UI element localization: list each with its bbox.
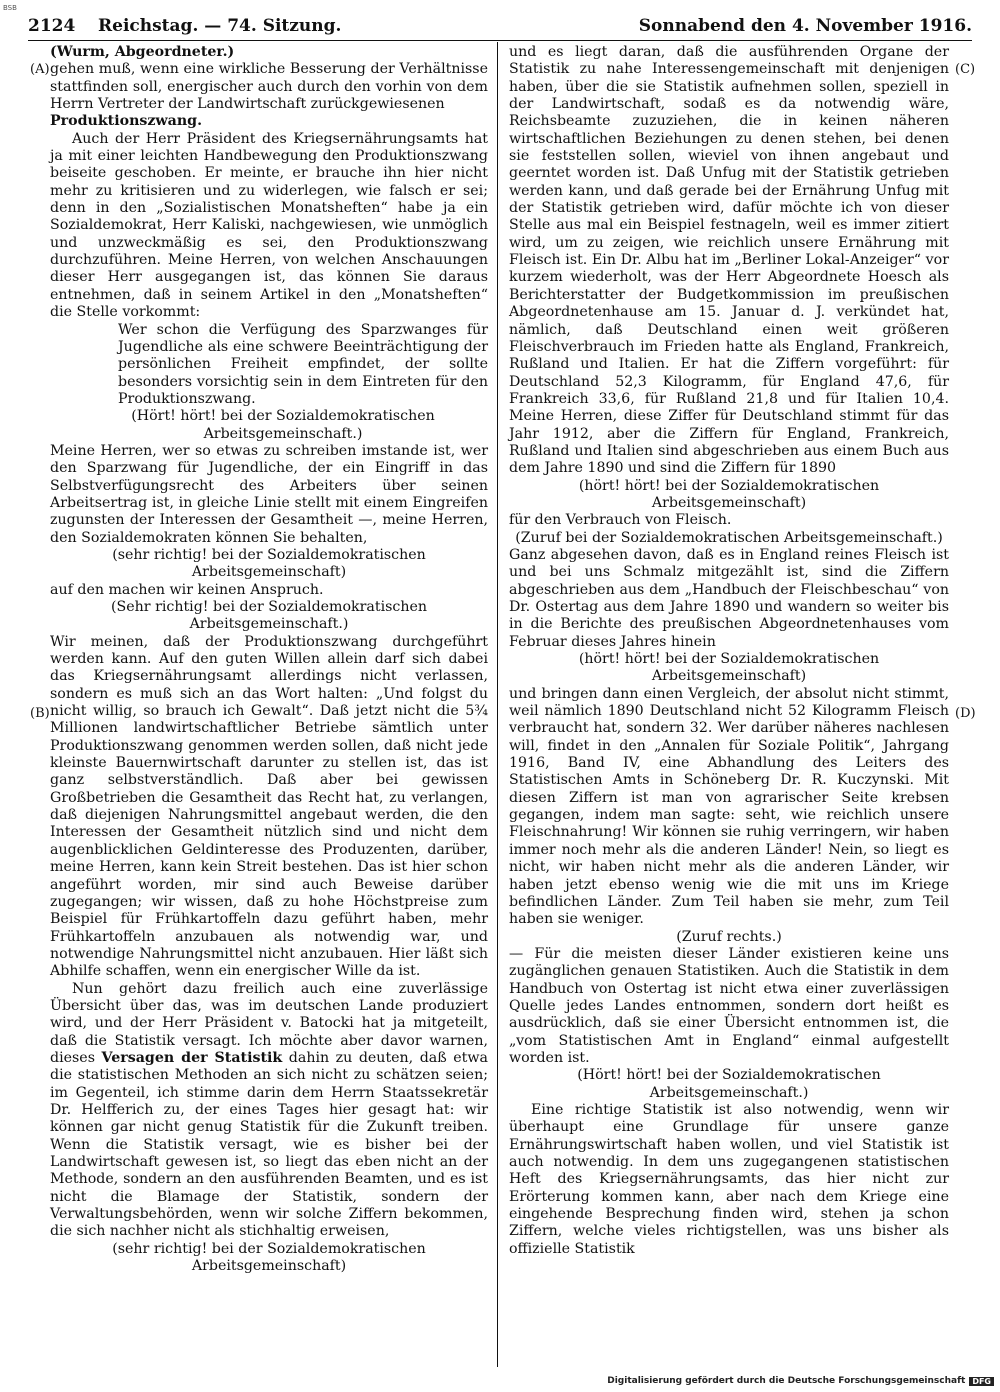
paragraph	[50, 981, 488, 1241]
paragraph: auf den machen wir keinen Anspruch.	[50, 581, 324, 598]
keyword-heading: Produktionszwang.	[50, 113, 203, 130]
interjection: (hört! hört! bei der Sozialdemokratischen Arbeitsgemeinschaft)	[578, 477, 880, 511]
header-rule	[28, 40, 972, 41]
interjection: (Zuruf rechts.)	[676, 928, 782, 945]
speaker-line: (Wurm, Abgeordneter.)	[50, 44, 235, 60]
column-divider	[497, 42, 498, 1367]
paragraph: Auch der Herr Präsident des Kriegsernährungsamts hat ja mit einer leichten Handbewegung den Produktionszwang beiseite geschoben. Er meinte, er brauche ihn hier nicht mehr zu kritisieren und zu widerlegen, wie falsch er sei; denn in den „Sozialistischen Monatsheften“ habe ja ein Sozialdemokrat, Herr Kaliski, nachgewiesen, wie unmöglich und unzweckmäßig es sei, den Produktionszwang durchzuführen. Meine Herren, von welchen Anschauungen dieser Herr ausgegangen ist, das können Sie daraus entnehmen, daß in seinem Artikel in den „Monatsheften“ die Stelle vorkommt:	[50, 130, 488, 321]
paragraph: Eine richtige Statistik ist also notwendig, wenn wir überhaupt eine Grundlage für unsere ganze Ernährungswirtschaft haben wollen, und viel Statistik ist auch notwendig. In dem uns zugegangenen statistischen Heft des Kriegsernährungsamts, das hier nicht zur Erörterung kommen kann, aber nach dem Kriege eine eingehende Besprechung finden wird, stehen ja schon Ziffern, welche vieles richtigstellen, was uns bisher als offizielle Statistik	[509, 1101, 949, 1257]
paragraph-text: dahin zu deuten, daß etwa die statistischen Methoden an sich nicht zu schätzen seien; im Gegenteil, ich stimme darin dem Herrn Staatssekretär Dr. Helfferich zu, der eines Tages hier gesagt hat: wir können gar nicht genug Statistik für die Zukunft treiben. Wenn die Statistik versagt, wie es bisher bei der Landwirtschaft gewesen ist, so liegt das eben nicht an der Methode, sondern an den ausführenden Beamten, und es ist nicht die Blamage der Statistik, sondern der Verwaltungsbehörden, wenn wir solche Ziffern bekommen, die sich nachher nicht als stichhaltig erweisen,	[50, 1049, 488, 1240]
interjection: (sehr richtig! bei der Sozialdemokratischen Arbeitsgemeinschaft)	[112, 1240, 426, 1275]
interjection: (Hört! hört! bei der Sozialdemokratischen Arbeitsgemeinschaft.)	[577, 1067, 881, 1101]
paragraph: für den Verbrauch von Fleisch.	[509, 512, 732, 529]
session-date: Sonnabend den 4. November 1916.	[638, 16, 972, 36]
margin-marker-a: (A)	[30, 62, 50, 77]
footer-text: Digitalisierung gefördert durch die Deutsche Forschungsgemeinschaft	[607, 1376, 966, 1386]
right-column	[509, 44, 949, 1258]
margin-marker-c: (C)	[955, 62, 976, 77]
library-stamp: BSB	[3, 4, 17, 12]
paragraph: Meine Herren, wer so etwas zu schreiben imstande ist, wer den Sparzwang für Jugendliche, der ein Eingriff in das Selbstverfügungsrecht des Arbeiters über seinen Arbeitsertrag ist, in gleiche Linie stellt mit einem Eingreifen zugunsten der Interessen der Gesamtheit —, meine Herren, den Sozialdemokraten können Sie behalten,	[50, 442, 488, 546]
interjection: (sehr richtig! bei der Sozialdemokratischen Arbeitsgemeinschaft)	[112, 546, 426, 581]
left-column	[50, 44, 488, 1275]
footer-credit	[607, 1376, 994, 1386]
margin-marker-b: (B)	[30, 706, 50, 721]
page-header	[28, 12, 972, 40]
keyword-inline: Versagen der Statistik	[101, 1049, 283, 1066]
interjection: (Zuruf bei der Sozialdemokratischen Arbeitsgemeinschaft.)	[515, 529, 943, 546]
interjection: (Hört! hört! bei der Sozialdemokratischen Arbeitsgemeinschaft.)	[131, 408, 435, 442]
paragraph: Ganz abgesehen davon, daß es in England reines Fleisch ist und bei uns Schmalz mitgezählt ist, sind die Ziffern abgeschrieben aus dem „Handbuch der Fleischbeschau“ von Dr. Ostertag aus dem Jahre 1890 und wandern so weiter bis in die Berichte des preußischen Abgeordnetenhauses vom Februar dieses Jahres hinein	[509, 546, 949, 650]
paragraph-text: Nun gehört dazu freilich auch eine zuverlässige Übersicht über das, was im deutschen Lande produziert wird, und der Herr Präsident v. Batocki hat ja mitgeteilt, daß die Statistik versagt. Ich möchte aber davor warnen, dieses	[50, 980, 488, 1066]
paragraph: — Für die meisten dieser Länder existieren keine uns zugänglichen genauen Statistiken. Auch die Statistik in dem Handbuch von Ostertag ist nicht etwa einer zuverlässigen Quelle jedes Landes entnommen, sondern dort heißt es ausdrücklich, daß sie einer Übersicht entnommen ist, die „vom Statistischen Amt in England“ einmal aufgestellt worden ist.	[509, 945, 949, 1066]
interjection: (Sehr richtig! bei der Sozialdemokratischen Arbeitsgemeinschaft.)	[110, 599, 428, 633]
dfg-logo: DFG	[969, 1377, 994, 1386]
interjection: (hört! hört! bei der Sozialdemokratischen Arbeitsgemeinschaft)	[578, 651, 880, 685]
paragraph: und es liegt daran, daß die ausführenden Organe der Statistik zu nahe Interessengemeinschaft mit denjenigen haben, über die sie Statistik aufnehmen sollen, speziell in der Landwirtschaft, sodaß es da notwendig wäre, Reichsbeamte zuzuziehen, die in keinen näheren wirtschaftlichen Beziehungen zu denen stehen, bei denen sie feststellen sollen, wieviel von ihnen angebaut und geerntet worden ist. Daß Unfug mit der Statistik getrieben werden kann, und daß gerade bei der Ernährung Unfug mit der Statistik getrieben wird, dafür möchte ich von dieser Stelle aus mal ein Beispiel festnageln, weil es immer zitiert wird, um zu zeigen, wie reichlich unsere Ernährung mit Fleisch ist. Ein Dr. Albu hat im „Berliner Lokal-Anzeiger“ vor kurzem wiederholt, was der Herr Abgeordnete Hoesch als Berichterstatter der Budgetkommission im preußischen Abgeordnetenhause am 15. Januar d. J. verkündet hat, nämlich, daß Deutschland einen weit größeren Fleischverbrauch im Frieden hatte als England, Frankreich, Rußland und Italien. Er hat die Ziffern vorgeführt: für Deutschland 52,3 Kilogramm, für England 47,6, für Frankreich 33,6, für Rußland 21,8 und für Italien 10,4. Meine Herren, diese Ziffer für Deutschland stimmt für das Jahr 1912, aber die Ziffern für England, Frankreich, Rußland und Italien sind abgeschrieben aus einem Buch aus dem Jahre 1890 und sind die Ziffern für 1890	[509, 44, 949, 477]
paragraph: gehen muß, wenn eine wirkliche Besserung der Verhältnisse stattfinden soll, energischer auch durch den vorhin von dem Herrn Vertreter der Landwirtschaft zurückgewiesenen	[50, 61, 488, 113]
quotation: Wer schon die Verfügung des Sparzwanges für Jugendliche als eine schwere Beeinträchtigung der persönlichen Freiheit empfindet, der sollte besonders vorsichtig sein in dem Eintreten für den Produktionszwang.	[118, 321, 488, 407]
margin-marker-d: (D)	[955, 706, 976, 721]
paragraph: und bringen dann einen Vergleich, der absolut nicht stimmt, weil nämlich 1890 Deutschland nicht 52 Kilogramm Fleisch verbraucht hat, sondern 32. Wer darüber näheres nachlesen will, findet in den „Annalen für Soziale Politik“, Jahrgang 1916, Band IV, eine Abhandlung des Leiters des Statistischen Amts in Schöneberg Dr. R. Kuczynski. Mit diesen Ziffern ist man von agrarischer Seite krebsen gegangen, indem man sagte: seht, wie reichlich unsere Fleischnahrung! Wir können sie ruhig verringern, wir haben immer noch mehr als die anderen Länder! Nein, so liegt es nicht, wir haben nicht mehr als die anderen Länder, wir haben jetzt ebenso wenig wie die mit uns im Kriege befindlichen Länder. Zum Teil haben sie mehr, zum Teil haben sie weniger.	[509, 685, 949, 928]
paragraph: Wir meinen, daß der Produktionszwang durchgeführt werden kann. Auf den guten Willen allein darf sich dabei das Kriegsernährungsamt allerdings nicht verlassen, sondern es muß sich an das Wort halten: „Und folgst du nicht willig, so brauch ich Gewalt“. Daß jetzt nicht die 5¾ Millionen landwirtschaftlicher Betriebe sämtlich unter Produktionszwang genommen werden sollen, daß nicht jede kleinste Bauernwirtschaft darunter zu stellen ist, das ist ganz selbstverständlich. Daß aber bei gewissen Großbetrieben die Gesamtheit das Recht hat, zu verlangen, daß diejenigen Nahrungsmittel angebaut werden, die den Interessen der Gesamtheit nützlich sind und nicht dem augenblicklichen Geldinteresse des Produzenten, darüber, meine Herren, kann kein Streit bestehen. Das ist hier schon angeführt worden, mir sind auch Beweise darüber zugegangen; wir wissen, daß zu hohe Höchstpreise zum Beispiel für Frühkartoffeln dazu geführt haben, mehr Frühkartoffeln anzubauen als notwendig war, und notwendige Nahrungsmittel nicht anzubauen. Hier läßt sich Abhilfe schaffen, wenn ein energischer Wille da ist.	[50, 633, 488, 980]
page-number: 2124	[28, 16, 76, 36]
session-title: Reichstag. — 74. Sitzung.	[98, 16, 342, 36]
